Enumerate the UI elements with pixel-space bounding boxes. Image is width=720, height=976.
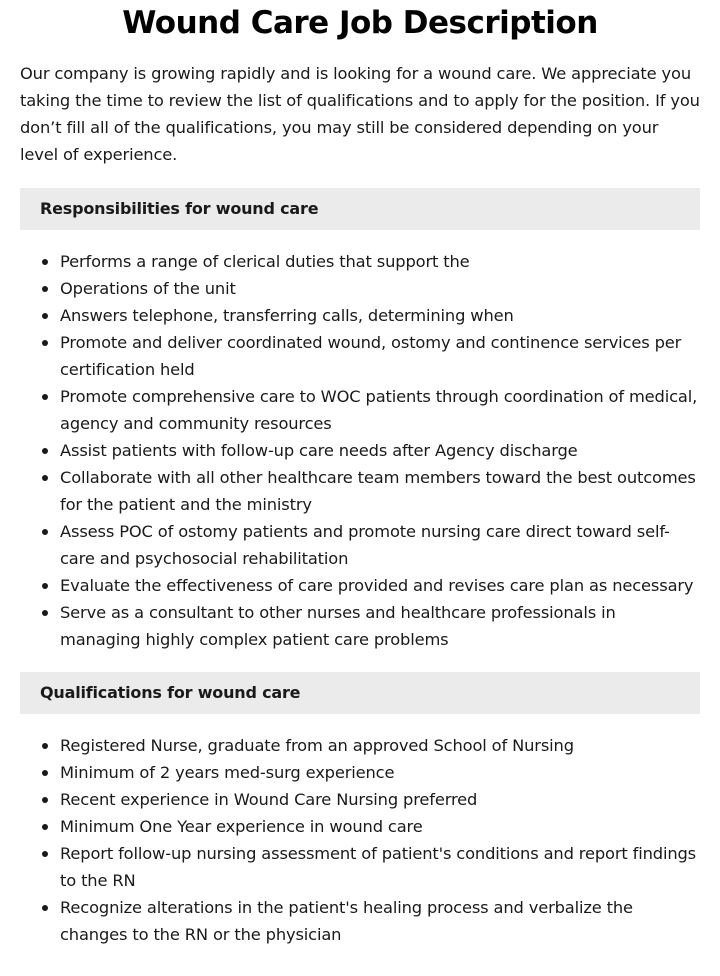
list-item: Minimum of 2 years med-surg experience [60, 759, 700, 786]
list-item: Registered Nurse, graduate from an approved School of Nursing [60, 732, 700, 759]
list-item: Performs a range of clerical duties that support the [60, 248, 700, 275]
list-item: Recent experience in Wound Care Nursing preferred [60, 786, 700, 813]
list-item: Report follow-up nursing assessment of patient's conditions and report findings to the RN [60, 840, 700, 894]
qualifications-list [20, 732, 700, 948]
list-item: Promote and deliver coordinated wound, ostomy and continence services per certification held [60, 329, 700, 383]
qualifications-heading: Qualifications for wound care [20, 672, 700, 714]
responsibilities-list [20, 248, 700, 653]
list-item: Recognize alterations in the patient's healing process and verbalize the changes to the RN or the physician [60, 894, 700, 948]
responsibilities-heading: Responsibilities for wound care [20, 188, 700, 230]
list-item: Assist patients with follow-up care needs after Agency discharge [60, 437, 700, 464]
list-item: Serve as a consultant to other nurses and healthcare professionals in managing highly complex patient care problems [60, 599, 700, 653]
list-item: Answers telephone, transferring calls, determining when [60, 302, 700, 329]
list-item: Collaborate with all other healthcare team members toward the best outcomes for the patient and the ministry [60, 464, 700, 518]
list-item: Promote comprehensive care to WOC patients through coordination of medical, agency and community resources [60, 383, 700, 437]
list-item: Assess POC of ostomy patients and promote nursing care direct toward self-care and psychosocial rehabilitation [60, 518, 700, 572]
page-title: Wound Care Job Description [122, 5, 598, 41]
list-item: Minimum One Year experience in wound care [60, 813, 700, 840]
intro-paragraph: Our company is growing rapidly and is looking for a wound care. We appreciate you taking the time to review the list of qualifications and to apply for the position. If you don’t fill all of the qualifications, you may still be considered depending on your level of experience. [20, 64, 700, 164]
list-item: Evaluate the effectiveness of care provided and revises care plan as necessary [60, 572, 700, 599]
list-item: Operations of the unit [60, 275, 700, 302]
